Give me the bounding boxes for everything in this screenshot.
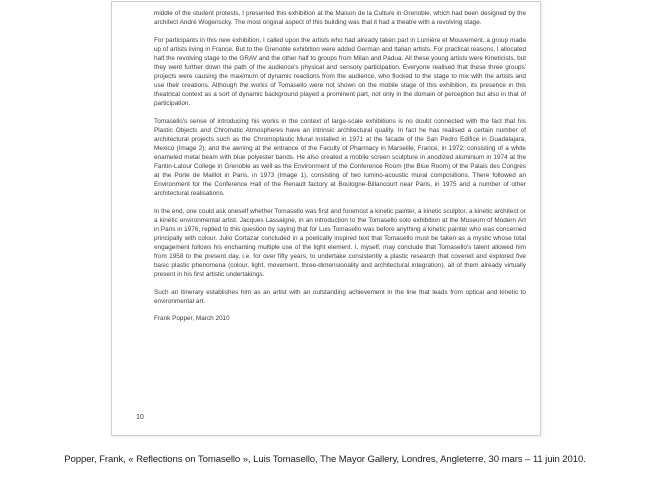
caption: Popper, Frank, « Reflections on Tomasello », Luis Tomasello, The Mayor Gallery, Londres, Angleterre, 30 mars – 11 juin 2010. [64,454,586,465]
document-page [111,1,541,436]
paragraph-5: Such an itinerary establishes him as an artist with an outstanding achievement in the line that leads from optical and kinetic to environmental art. [154,288,526,305]
paragraph-4: In the end, one could ask oneself whether Tomasello was first and foremost a kinetic painter, a kinetic sculptor, a kinetic architect or a kinetic environmental artist. Jacques Lassaigne, in an introduction to the Tomasello solo exhibition at the Museum of Modern Art in Paris in 1976, replied to this question by saying that for Luis Tomasello was before anything a kinetic painter who was concerned principally with colour. Julio Cortazar concluded in a poetically inspired text that Tomasello must be taken as a mystic whose total engagement follows his enchanting multiple use of the light element. I, myself, may conclude that Tomasello's talent allowed him from 1958 to the present day, i.e. for over fifty years, to undertake consistently a plastic research that covered and explored five basic plastic phenomena (colour, light, movement, three-dimensionality and architectural integration), all of them already virtually present in his first artistic undertakings. [154,207,526,278]
paragraph-2: For participants in this new exhibition, I called upon the artists who had already taken part in Lumière et Mouvement, a group made up of artists living in France. But to the Grenoble exhibition were added German and Italian artists. For practical reasons, I allocated half the revolving stage to the GRAV and the other half to groups from Milan and Padua. All these young artists were Kineticists, but they went further down the path of the audience's physical and sensory participation. Everyone realised that these three groups' projects were causing the maximum of dynamic reactions from the audience, who flocked to the stage to mix with the artists and use their creations. Although the works of Tomasello were not shown on the mobile stage of this exhibition, its presence in this theatrical context as a sort of dynamic background played a prominent part, not only in the domain of perception but also in that of participation. [154,36,526,108]
paragraph-1: middle of the student protests, I presented this exhibition at the Maison de la Culture in Grenoble, which had been designed by the architect André Wogenscky. The most original aspect of this building was that it had a theatre with a revolving stage. [154,10,526,27]
signature: Frank Popper, March 2010 [154,315,230,323]
page-number: 10 [136,414,144,421]
paragraph-3: Tomasello's sense of introducing his works in the context of large-scale exhibitions is no doubt connected with the fact that his Plastic Objects and Chromatic Atmospheres have an intrinsic architectural quality. In fact he has realised a certain number of architectural projects such as the Chromoplastic Mural installed in 1971 at the facade of the San Pedro Edifice in Guadalajara, Mexico (Image 2), and the awning at the entrance of the Faculty of Pharmacy in Marseille, France, in 1972; consisting of a white enameled metal beam with blue polyester bands. He also created a mobile screen sculpture in anodized aluminium in 1974 at the Fantin-Latour College in Grenoble as well as the Environment of the Conference Room (the Blue Room) of the Palais des Congrès at the Porte de Maillot in Paris, in 1973 (Image 1), consisting of two lumino-acoustic mural compositions. There followed an Environment for the Conference Hall of the Renault factory at Boulogne-Billancourt near Paris, in 1975 and a number of other architectural realisations. [154,117,526,198]
essay-body [154,9,526,332]
